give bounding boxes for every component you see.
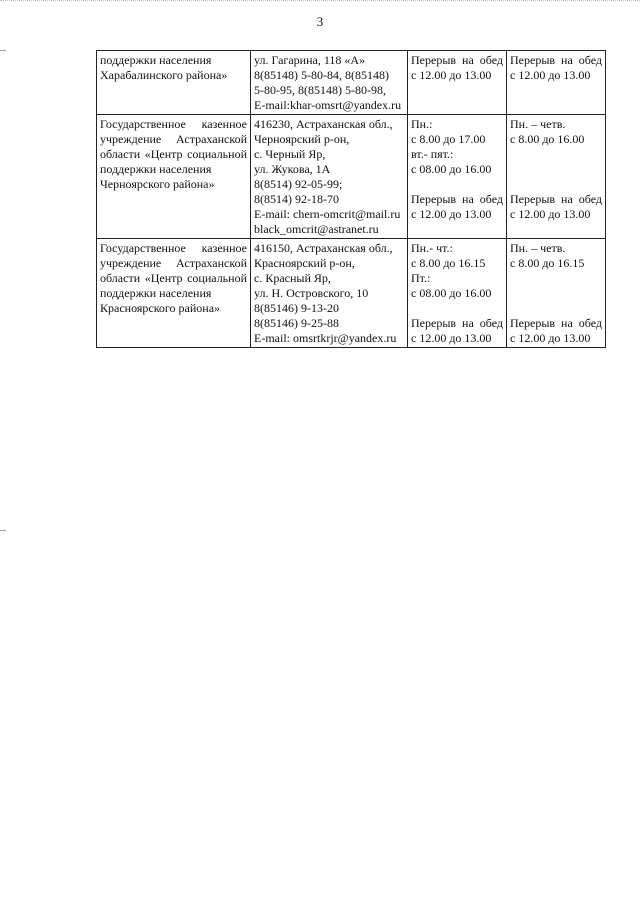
cell-line: учреждение Астраханской (100, 256, 247, 270)
cell-line: Перерыв на обед (411, 192, 503, 206)
cell-line: Пн. – четв. (510, 117, 566, 131)
cell-line (411, 177, 503, 192)
cell-line: с 12.00 до 13.00 (411, 68, 492, 82)
cell-line: Харабалинского района» (100, 68, 228, 82)
cell-line: с 12.00 до 13.00 (411, 207, 492, 221)
cell-line: Государственное казенное (100, 117, 247, 131)
cell-line: ул. Н. Островского, 10 (254, 286, 369, 300)
institutions-table (96, 50, 606, 348)
cell-line (510, 301, 602, 316)
cell-line: Пн.- чт.: (411, 241, 453, 255)
schedule-alt-cell (507, 239, 606, 348)
address-cell (251, 51, 408, 115)
cell-line: Государственное казенное (100, 241, 247, 255)
cell-line: 8(85148) 5-80-84, 8(85148) (254, 68, 389, 82)
cell-line (510, 162, 602, 177)
cell-line: поддержки населения (100, 286, 212, 300)
cell-line: с 12.00 до 13.00 (510, 207, 591, 221)
cell-line: вт.- пят.: (411, 147, 454, 161)
cell-line: Перерыв на обед (510, 316, 602, 330)
table-row (97, 239, 606, 348)
margin-tick (0, 50, 6, 51)
cell-line: Красноярского района» (100, 301, 221, 315)
cell-line: 8(85146) 9-13-20 (254, 301, 339, 315)
cell-line: Пт.: (411, 271, 431, 285)
schedule-cell (408, 51, 507, 115)
cell-line: с 12.00 до 13.00 (510, 331, 591, 345)
cell-line: 8(85146) 9-25-88 (254, 316, 339, 330)
cell-line: учреждение Астраханской (100, 132, 247, 146)
cell-line: ул. Гагарина, 118 «А» (254, 53, 366, 67)
cell-line: 416230, Астраханская обл., (254, 117, 393, 131)
schedule-alt-cell (507, 51, 606, 115)
cell-line: с 08.00 до 16.00 (411, 286, 492, 300)
cell-line: black_omcrit@astranet.ru (254, 222, 379, 236)
cell-line: E-mail: chern-omcrit@mail.ru (254, 207, 401, 221)
cell-line: поддержки населения (100, 162, 212, 176)
cell-line (510, 147, 602, 162)
schedule-cell (408, 115, 507, 239)
schedule-cell (408, 239, 507, 348)
scan-top-border (0, 0, 640, 1)
table-row (97, 51, 606, 115)
schedule-alt-cell (507, 115, 606, 239)
cell-line: 416150, Астраханская обл., (254, 241, 393, 255)
cell-line: с. Черный Яр, (254, 147, 326, 161)
cell-line: области «Центр социальной (100, 147, 247, 161)
cell-line: с 08.00 до 16.00 (411, 162, 492, 176)
cell-line: Перерыв на обед (411, 53, 503, 67)
cell-line: с 8.00 до 16.15 (510, 256, 585, 270)
cell-line: Перерыв на обед (510, 53, 602, 67)
table-body (97, 51, 606, 348)
cell-line: Красноярский р-он, (254, 256, 355, 270)
cell-line: Черноярского района» (100, 177, 215, 191)
cell-line: с 8.00 до 16.00 (510, 132, 585, 146)
cell-line: 5-80-95, 8(85148) 5-80-98, (254, 83, 386, 97)
cell-line: E-mail: omsrtkrjr@yandex.ru (254, 331, 397, 345)
cell-line: Перерыв на обед (510, 192, 602, 206)
cell-line (510, 286, 602, 301)
institution-cell (97, 51, 251, 115)
cell-line: поддержки населения (100, 53, 212, 67)
cell-line (510, 177, 602, 192)
cell-line: 8(8514) 92-05-99; (254, 177, 343, 191)
institution-cell (97, 115, 251, 239)
cell-line (510, 271, 602, 286)
cell-line: области «Центр социальной (100, 271, 247, 285)
cell-line: Перерыв на обед (411, 316, 503, 330)
cell-line: с. Красный Яр, (254, 271, 331, 285)
cell-line: 8(8514) 92-18-70 (254, 192, 339, 206)
cell-line: с 8.00 до 16.15 (411, 256, 486, 270)
cell-line: с 12.00 до 13.00 (411, 331, 492, 345)
institution-cell (97, 239, 251, 348)
cell-line: E-mail:khar-omsrt@yandex.ru (254, 98, 402, 112)
margin-tick (0, 530, 6, 531)
cell-line: с 8.00 до 17.00 (411, 132, 486, 146)
cell-line: Черноярский р-он, (254, 132, 350, 146)
address-cell (251, 239, 408, 348)
address-cell (251, 115, 408, 239)
page-number: 3 (316, 14, 324, 29)
cell-line: Пн. – четв. (510, 241, 566, 255)
cell-line: с 12.00 до 13.00 (510, 68, 591, 82)
table-row (97, 115, 606, 239)
cell-line: ул. Жукова, 1А (254, 162, 331, 176)
cell-line: Пн.: (411, 117, 433, 131)
cell-line (411, 301, 503, 316)
